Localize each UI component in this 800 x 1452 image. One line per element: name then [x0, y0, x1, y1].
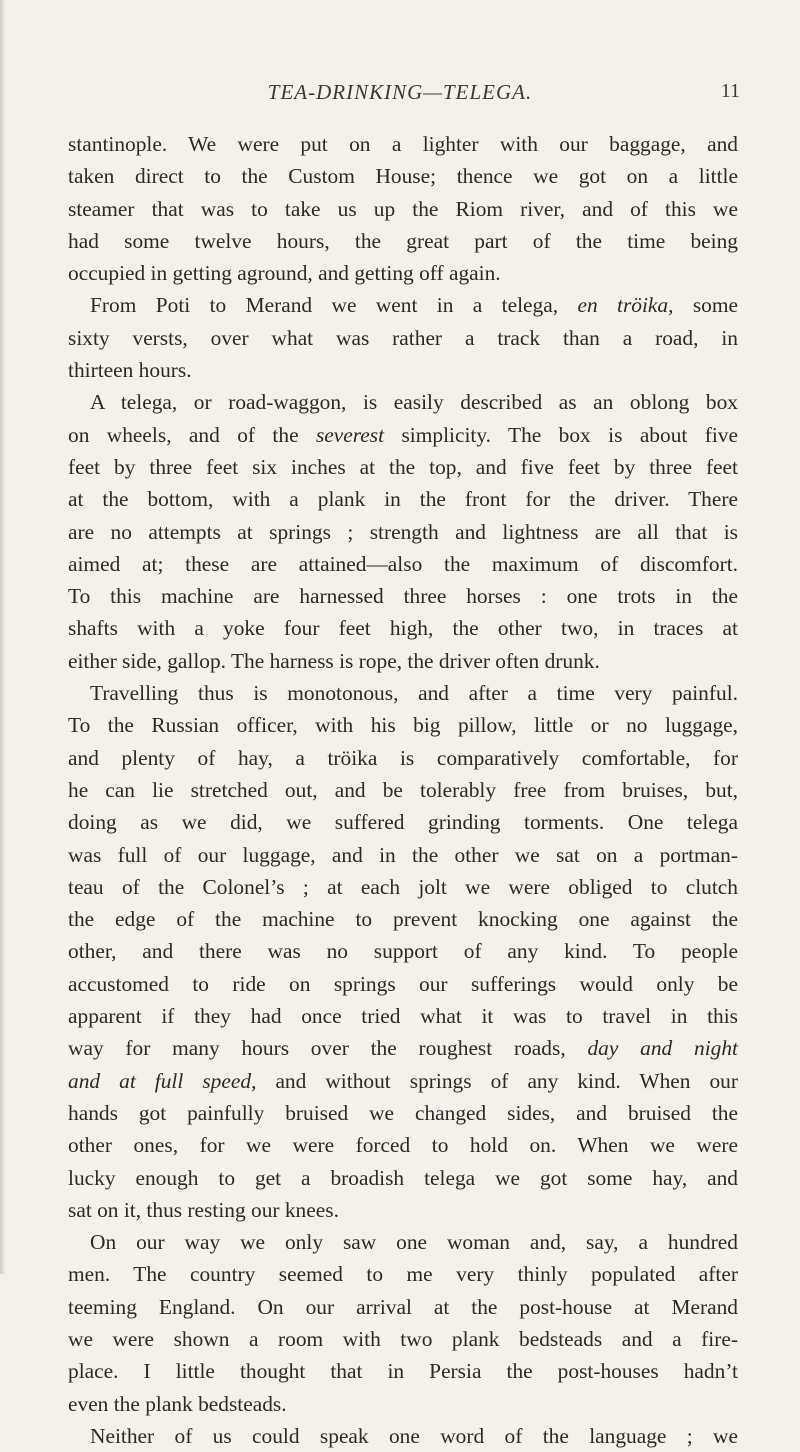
text-line: [68, 742, 738, 774]
text-line: [68, 451, 738, 483]
text-segment: are no attempts at springs ; strength and lightness are all that is: [68, 519, 738, 544]
text-segment: , and without springs of any kind. When our: [251, 1068, 738, 1093]
text-segment: at the bottom, with a plank in the front for the driver. There: [68, 487, 738, 512]
text-line: [68, 160, 738, 192]
text-line: [68, 580, 738, 612]
text-segment: Travelling thus is monotonous, and after a time very painful.: [90, 681, 738, 706]
text-line: [68, 677, 738, 709]
text-segment: thirteen hours.: [68, 358, 192, 383]
text-segment: teau of the Colonel’s ; at each jolt we were obliged to clutch: [68, 874, 738, 899]
text-line: [68, 612, 738, 644]
text-line: [68, 1291, 738, 1323]
text-segment: hands got painfully bruised we changed sides, and bruised the: [68, 1100, 738, 1125]
text-segment: men. The country seemed to me very thinly populated after: [68, 1262, 738, 1287]
text-line: [68, 483, 738, 515]
text-line: [68, 419, 738, 451]
text-segment: A telega, or road-waggon, is easily described as an oblong box: [90, 390, 738, 415]
text-segment: lucky enough to get a broadish telega we got some hay, and: [68, 1165, 738, 1190]
text-segment: either side, gallop. The harness is rope, the driver often drunk.: [68, 648, 600, 673]
text-line: [68, 193, 738, 225]
text-line: [68, 257, 738, 289]
text-line: [68, 1032, 738, 1064]
text-segment: aimed at; these are attained—also the maximum of discomfort.: [68, 551, 738, 576]
text-line: [68, 322, 738, 354]
text-line: [68, 774, 738, 806]
text-segment: and plenty of hay, a tröika is comparatively comfortable, for: [68, 745, 738, 770]
text-segment: From Poti to Merand we went in a telega,: [90, 293, 578, 318]
text-line: [68, 1000, 738, 1032]
text-line: [68, 548, 738, 580]
text-line: [68, 1129, 738, 1161]
text-line: [68, 1097, 738, 1129]
text-line: [68, 935, 738, 967]
text-line: [68, 516, 738, 548]
text-line: [68, 645, 738, 677]
italic-text: day and night: [587, 1036, 738, 1061]
italic-text: en tröika: [577, 293, 669, 318]
text-segment: On our way we only saw one woman and, say, a hundred: [90, 1230, 738, 1255]
text-segment: on wheels, and of the: [68, 422, 316, 447]
page-edge-shadow: [0, 0, 6, 1274]
text-segment: taken direct to the Custom House; thence we got on a little: [68, 164, 738, 189]
text-segment: To the Russian officer, with his big pillow, little or no luggage,: [68, 713, 738, 738]
page-number: 11: [720, 80, 740, 102]
text-segment: occupied in getting aground, and getting off again.: [68, 261, 501, 286]
text-line: [68, 903, 738, 935]
text-line: [68, 1420, 738, 1452]
text-segment: doing as we did, we suffered grinding torments. One telega: [68, 810, 738, 835]
italic-text: and at full speed: [68, 1068, 252, 1093]
text-line: [68, 1065, 738, 1097]
text-line: [68, 354, 738, 386]
text-line: [68, 1162, 738, 1194]
page-header: [0, 80, 800, 110]
running-head: TEA-DRINKING—TELEGA.: [267, 80, 533, 104]
text-segment: other, and there was no support of any kind. To people: [68, 939, 738, 964]
text-line: [68, 1226, 738, 1258]
text-segment: place. I little thought that in Persia the post-houses hadn’t: [68, 1359, 738, 1384]
text-line: [68, 1388, 738, 1420]
text-segment: the edge of the machine to prevent knocking one against the: [68, 907, 738, 932]
text-segment: stantinople. We were put on a lighter with our baggage, and: [68, 132, 738, 156]
text-line: [68, 225, 738, 257]
body-text: [68, 128, 738, 1452]
text-line: [68, 1323, 738, 1355]
text-segment: sixty versts, over what was rather a track than a road, in: [68, 325, 738, 350]
text-segment: we were shown a room with two plank bedsteads and a fire-: [68, 1326, 738, 1351]
text-segment: way for many hours over the roughest roads,: [68, 1036, 588, 1061]
text-segment: apparent if they had once tried what it was to travel in this: [68, 1004, 738, 1029]
italic-text: severest: [315, 422, 385, 447]
text-line: [68, 1194, 738, 1226]
text-segment: teeming England. On our arrival at the post-house at Merand: [68, 1294, 738, 1319]
text-segment: was full of our luggage, and in the other we sat on a portman-: [68, 842, 738, 867]
text-segment: feet by three feet six inches at the top, and five feet by three feet: [68, 454, 738, 479]
text-segment: had some twelve hours, the great part of the time being: [68, 228, 738, 253]
text-segment: steamer that was to take us up the Riom river, and of this we: [68, 196, 738, 221]
text-segment: simplicity. The box is about five: [384, 422, 738, 447]
text-line: [68, 1355, 738, 1387]
text-line: [68, 871, 738, 903]
text-line: [68, 386, 738, 418]
text-line: [68, 806, 738, 838]
text-segment: accustomed to ride on springs our sufferings would only be: [68, 971, 738, 996]
text-line: [68, 968, 738, 1000]
text-line: [68, 289, 738, 321]
text-line: [68, 128, 738, 160]
text-segment: even the plank bedsteads.: [68, 1391, 287, 1416]
text-segment: To this machine are harnessed three horses : one trots in the: [68, 584, 738, 609]
text-segment: , some: [668, 293, 739, 318]
text-segment: sat on it, thus resting our knees.: [68, 1197, 339, 1222]
text-segment: he can lie stretched out, and be tolerably free from bruises, but,: [68, 777, 738, 802]
text-segment: Neither of us could speak one word of the language ; we: [90, 1423, 738, 1448]
text-line: [68, 709, 738, 741]
text-segment: shafts with a yoke four feet high, the other two, in traces at: [68, 616, 738, 641]
text-line: [68, 1258, 738, 1290]
text-segment: other ones, for we were forced to hold on. When we were: [68, 1133, 738, 1158]
text-line: [68, 839, 738, 871]
